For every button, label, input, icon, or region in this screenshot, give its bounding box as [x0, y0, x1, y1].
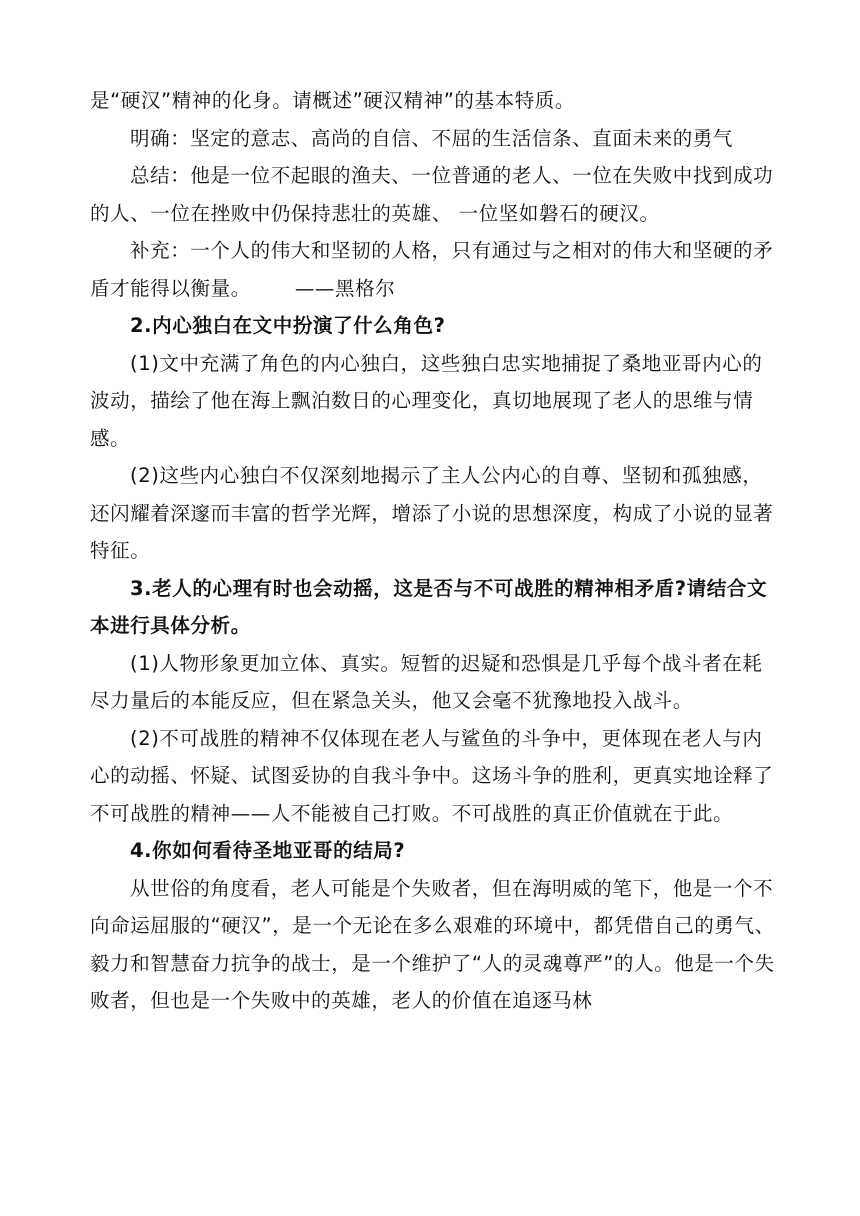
question-3-heading: 3.老人的心理有时也会动摇，这是否与不可战胜的精神相矛盾?请结合文本进行具体分析。 [90, 576, 768, 637]
question-4-answer: 从世俗的角度看，老人可能是个失败者，但在海明威的笔下，他是一个不向命运屈服的“硬汉”，是一个无论在多么艰难的环境中，都凭借自己的勇气、毅力和智慧奋力抗争的战士，是一个维护了“人的灵魂尊严”的人。他是一个失败者，但也是一个失败中的英雄，老人的价值在追逐马林 [90, 876, 775, 1012]
supplement-attribution: ——黑格尔 [294, 276, 396, 300]
supplement-text: 补充：一个人的伟大和坚韧的人格，只有通过与之相对的伟大和坚硬的矛盾才能得以衡量。 [90, 239, 774, 300]
paragraph-supplement [90, 232, 780, 307]
question-2-answer-2: (2)这些内心独白不仅深刻地揭示了主人公内心的自尊、坚韧和孤独感，还闪耀着深邃而丰富的哲学光辉，增添了小说的思想深度，构成了小说的显著特征。 [90, 464, 774, 562]
question-3-answer-1: (1)人物形象更加立体、真实。短暂的迟疑和恐惧是几乎每个战斗者在耗尽力量后的本能反应，但在紧急关头，他又会毫不犹豫地投入战斗。 [90, 651, 763, 712]
document-body [90, 82, 780, 1020]
question-3-answer-2: (2)不可战胜的精神不仅体现在老人与鲨鱼的斗争中，更体现在老人与内心的动摇、怀疑、试图妥协的自我斗争中。这场斗争的胜利，更真实地诠释了不可战胜的精神——人不能被自己打败。不可战胜的真正价值就在于此。 [90, 726, 774, 825]
question-2-answer-1: (1)文中充满了角色的内心独白，这些独白忠实地捕捉了桑地亚哥内心的波动，描绘了他在海上飘泊数日的心理变化，真切地展现了老人的思维与情感。 [90, 351, 763, 450]
question-4-heading: 4.你如何看待圣地亚哥的结局? [130, 839, 406, 862]
paragraph-intro: 是“硬汉”精神的化身。请概述”硬汉精神”的基本特质。 [90, 89, 576, 112]
paragraph-clarify: 明确：坚定的意志、高尚的自信、不屈的生活信条、直面未来的勇气 [130, 126, 734, 150]
paragraph-summary: 总结：他是一位不起眼的渔夫、一位普通的老人、一位在失败中找到成功的人、一位在挫败中仍保持悲壮的英雄、 一位坚如磐石的硬汉。 [90, 164, 774, 225]
question-2-heading: 2.内心独白在文中扮演了什么角色? [130, 314, 446, 337]
